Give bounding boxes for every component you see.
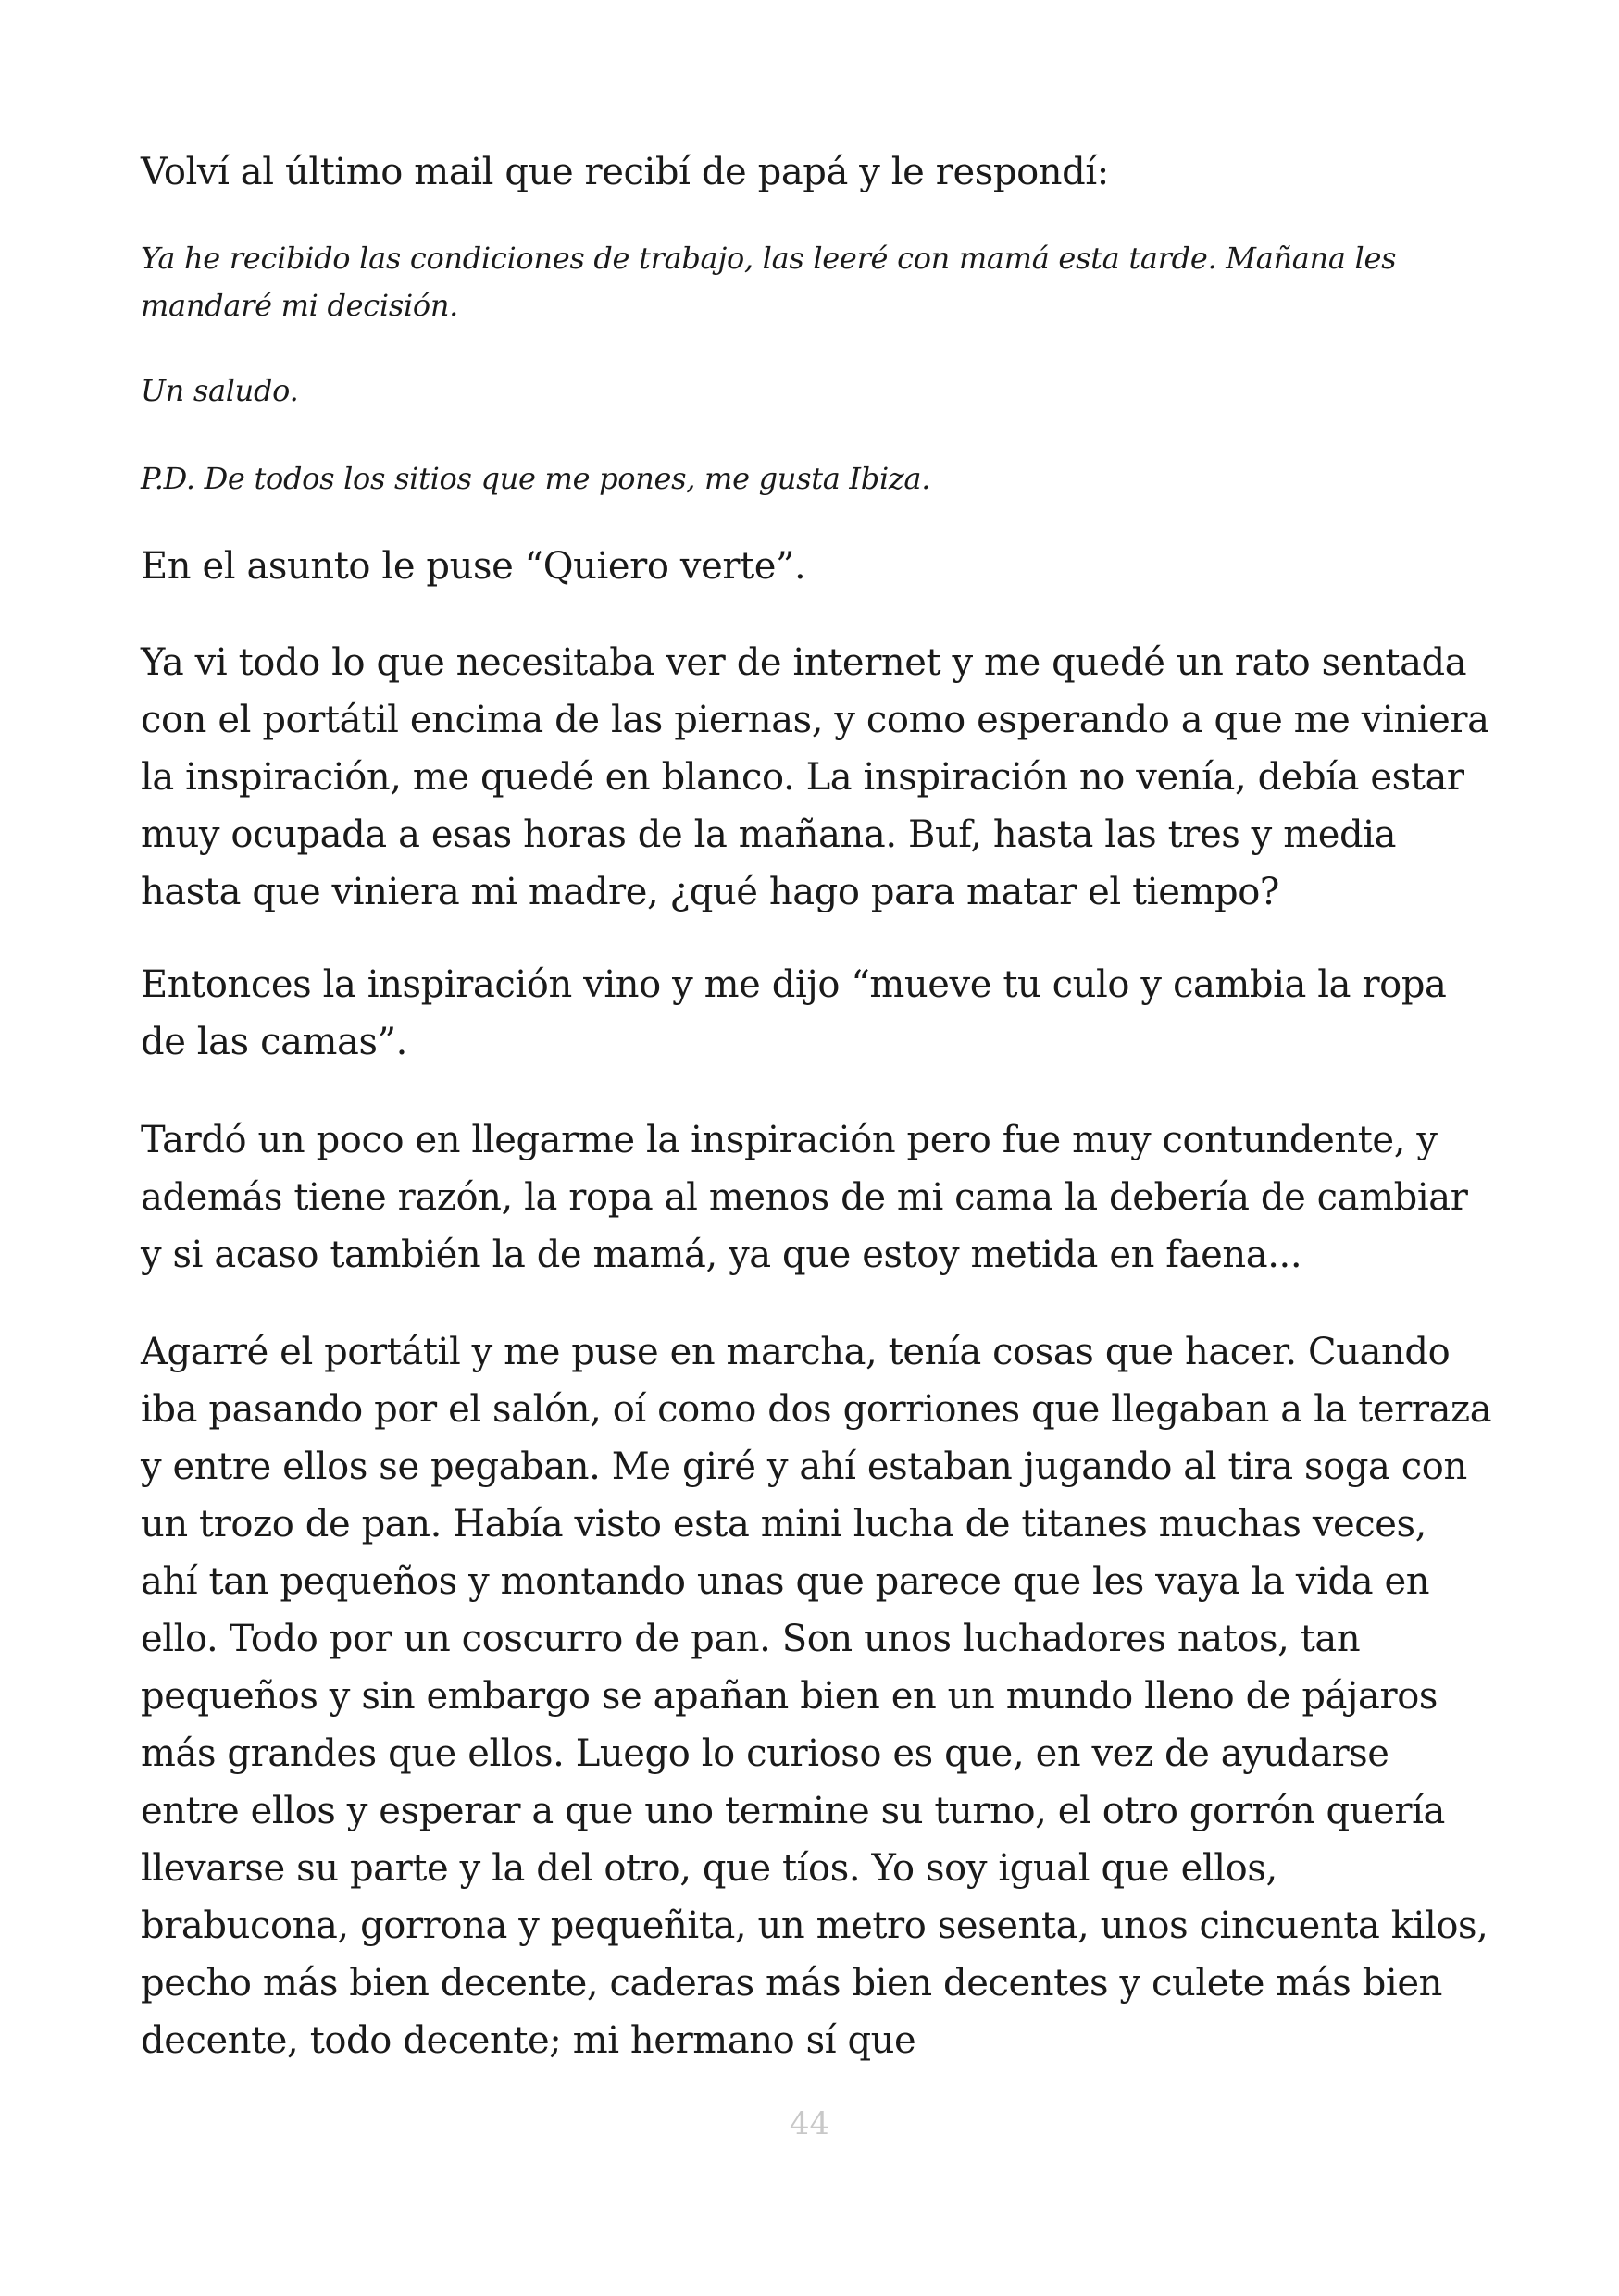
email-postscript: P.D. De todos los sitios que me pones, me gusta Ibiza. [141, 461, 931, 496]
paragraph-reason: Tardó un poco en llegarme la inspiración pero fue muy contundente, y además tiene razón, la ropa al menos de mi cama la debería de cambiar y si acaso también la de mamá, ya que estoy metida en faena... [141, 1119, 1468, 1276]
intro-paragraph: Volví al último mail que recibí de papá y le respondí: [141, 151, 1109, 193]
email-closing: Un saludo. [141, 373, 299, 408]
paragraph-sparrows: Agarré el portátil y me puse en marcha, tenía cosas que hacer. Cuando iba pasando por el salón, oí como dos gorriones que llegaban a la terraza y entre ellos se pegaban. Me giré y ahí estaban jugando al tira soga con un trozo de pan. Había visto esta mini lucha de titanes muchas veces, ahí tan pequeños y montando unas que parece que les vaya la vida en ello. Todo por un coscurro de pan. Son unos luchadores natos, tan pequeños y sin embargo se apañan bien en un mundo lleno de pájaros más grandes que ellos. Luego lo curioso es que, en vez de ayudarse entre ellos y esperar a que uno termine su turno, el otro gorrón quería llevarse su parte y la del otro, que tíos. Yo soy igual que ellos, brabucona, gorrona y pequeñita, un metro sesenta, unos cincuenta kilos, pecho más bien decente, caderas más bien decentes y culete más bien decente, todo decente; mi hermano sí que [141, 1331, 1492, 2062]
paragraph-beds: Entonces la inspiración vino y me dijo “mueve tu culo y cambia la ropa de las camas”. [141, 963, 1447, 1063]
paragraph-subject: En el asunto le puse “Quiero verte”. [141, 545, 806, 588]
email-body: Ya he recibido las condiciones de trabajo, las leeré con mamá esta tarde. Mañana les mandaré mi decisión. [141, 241, 1397, 323]
page-number: 44 [789, 2105, 830, 2142]
paragraph-inspiration: Ya vi todo lo que necesitaba ver de internet y me quedé un rato sentada con el portátil encima de las piernas, y como esperando a que me viniera la inspiración, me quedé en blanco. La inspiración no venía, debía estar muy ocupada a esas horas de la mañana. Buf, hasta las tres y media hasta que viniera mi madre, ¿qué hago para matar el tiempo? [141, 641, 1489, 913]
